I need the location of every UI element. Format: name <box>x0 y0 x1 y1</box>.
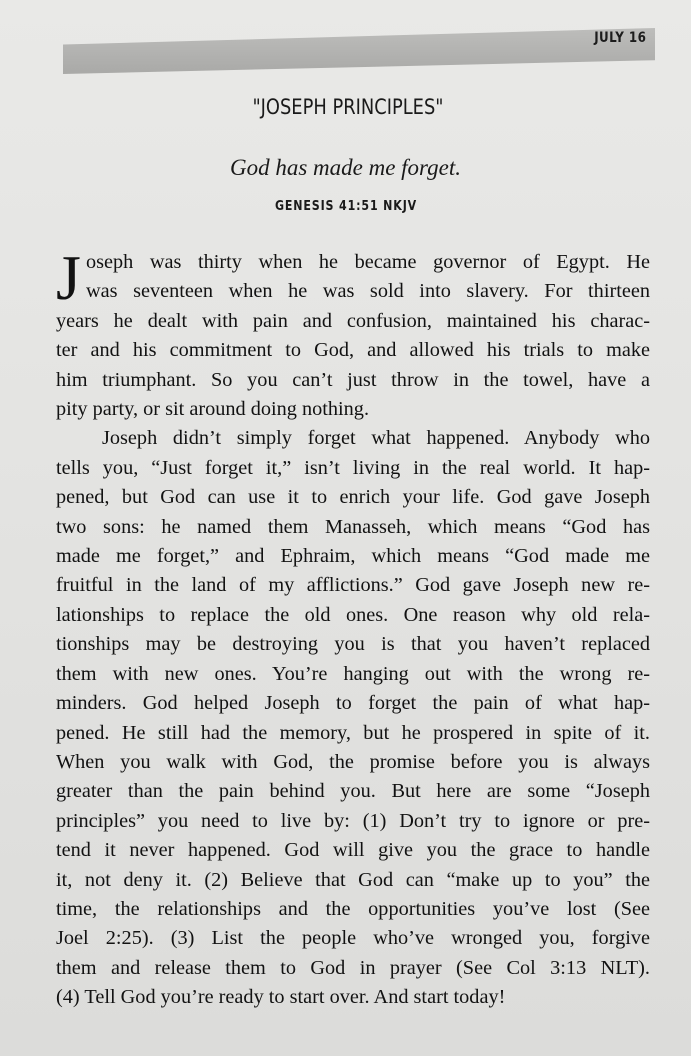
body-line: greater than the pain behind you. But here are some “Joseph <box>56 780 650 803</box>
body-line: was seventeen when he was sold into slavery. For thirteen <box>86 280 650 303</box>
body-line: tells you, “Just forget it,” isn’t living in the real world. It hap- <box>56 456 650 479</box>
body-line: made me forget,” and Ephraim, which means “God made me <box>56 545 650 568</box>
scripture-reference: GENESIS 41:51 NKJV <box>274 199 418 214</box>
body-line: two sons: he named them Manasseh, which means “God has <box>56 515 650 538</box>
body-line: years he dealt with pain and confusion, maintained his charac- <box>56 309 650 332</box>
body-line: tend it never happened. God will give you the grace to handle <box>56 839 650 862</box>
body-line: pity party, or sit around doing nothing. <box>56 398 370 421</box>
body-line: pened, but God can use it to enrich your life. God gave Joseph <box>56 486 650 509</box>
body-line: principles” you need to live by: (1) Don’t try to ignore or pre- <box>56 809 650 832</box>
drop-cap: J <box>56 242 81 313</box>
body-line: (4) Tell God you’re ready to start over. And start today! <box>56 986 506 1009</box>
scripture-quote: God has made me forget. <box>229 155 462 180</box>
body-line: minders. God helped Joseph to forget the pain of what hap- <box>56 692 650 715</box>
body-line: them and release them to God in prayer (See Col 3:13 NLT). <box>56 956 650 979</box>
body-line: them with new ones. You’re hanging out with the wrong re- <box>56 662 650 685</box>
body-line: time, the relationships and the opportunities you’ve lost (See <box>56 897 650 920</box>
body-line: it, not deny it. (2) Believe that God can “make up to you” the <box>56 868 650 891</box>
body-line: Joel 2:25). (3) List the people who’ve wronged you, forgive <box>56 927 650 950</box>
header-bar <box>63 28 655 74</box>
body-line: Joseph didn’t simply forget what happened. Anybody who <box>102 427 650 450</box>
body-line: tionships may be destroying you is that you haven’t replaced <box>56 633 650 656</box>
body-line: pened. He still had the memory, but he prospered in spite of it. <box>56 721 650 744</box>
body-line: lationships to replace the old ones. One reason why old rela- <box>56 603 650 626</box>
body-line: oseph was thirty when he became governor of Egypt. He <box>86 251 650 273</box>
body-line: When you walk with God, the promise before you is always <box>56 750 650 773</box>
body-line: fruitful in the land of my afflictions.” God gave Joseph new re- <box>56 574 650 597</box>
body-line: him triumphant. So you can’t just throw in the towel, have a <box>56 368 650 391</box>
body-text <box>56 242 650 1013</box>
page-date: JULY 16 <box>593 30 646 46</box>
page-title: "JOSEPH PRINCIPLES" <box>252 95 444 119</box>
body-line: ter and his commitment to God, and allowed his trials to make <box>56 339 650 362</box>
